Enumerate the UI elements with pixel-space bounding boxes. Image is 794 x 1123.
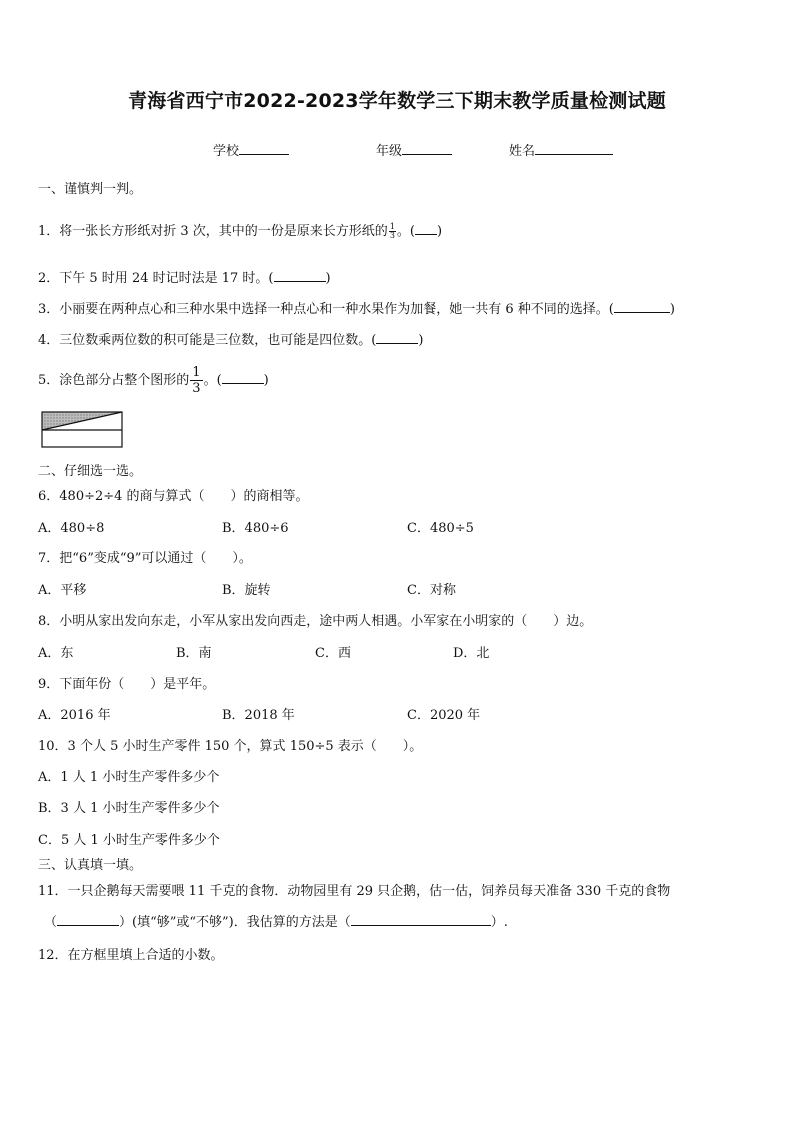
question-6: 6．480÷2÷4 的商与算式（ ）的商相等。 (38, 489, 309, 504)
option-b[interactable]: B．旋转 (222, 583, 271, 598)
option-c[interactable]: C．480÷5 (407, 521, 474, 536)
shaded-rectangle-figure (41, 411, 125, 449)
fraction: $\frac{1}{3}$ (192, 365, 201, 396)
option-c[interactable]: C．5 人 1 小时生产零件多少个 (38, 833, 220, 848)
question-text: 1．将一张长方形纸对折 3 次，其中的一份是原来长方形纸的 (38, 224, 388, 239)
answer-blank[interactable] (222, 372, 264, 384)
method-blank[interactable] (351, 914, 491, 926)
option-a[interactable]: A．480÷8 (38, 521, 105, 536)
question-text: 3．小丽要在两种点心和三种水果中选择一种点心和一种水果作为加餐，她一共有 6 种不同的选择。( (38, 302, 614, 317)
answer-blank[interactable] (614, 301, 670, 313)
section-heading: 一、谨慎判一判。 (38, 182, 143, 197)
option-a[interactable]: A．1 人 1 小时生产零件多少个 (38, 770, 220, 785)
page-title: 青海省西宁市2022-2023学年数学三下期末教学质量检测试题 (128, 90, 666, 112)
grade-blank[interactable] (402, 142, 452, 155)
answer-blank[interactable] (415, 223, 437, 235)
question-1: 1．将一张长方形纸对折 3 次，其中的一份是原来长方形纸的 $\frac{1}{3}$ 。( ) (38, 222, 443, 240)
answer-blank[interactable] (274, 270, 326, 282)
grade-field (376, 140, 452, 159)
option-b[interactable]: B．2018 年 (222, 708, 295, 723)
option-c[interactable]: C．西 (315, 646, 351, 661)
name-blank[interactable] (535, 142, 613, 155)
question-5: 5．涂色部分占整个图形的 $\frac{1}{3}$ 。( ) (38, 365, 269, 396)
question-text: 4．三位数乘两位数的积可能是三位数，也可能是四位数。( (38, 333, 377, 348)
option-b[interactable]: B．3 人 1 小时生产零件多少个 (38, 801, 220, 816)
question-2: 2．下午 5 时用 24 时记时法是 17 时。( ) (38, 271, 331, 286)
option-a[interactable]: A．平移 (38, 583, 87, 598)
option-a[interactable]: A．东 (38, 646, 74, 661)
answer-blank[interactable] (57, 914, 119, 926)
question-3: 3．小丽要在两种点心和三种水果中选择一种点心和一种水果作为加餐，她一共有 6 种不同的选择。( ) (38, 302, 675, 317)
option-d[interactable]: D．北 (453, 646, 490, 661)
name-label: 姓名 (509, 144, 536, 159)
question-8: 8．小明从家出发向东走，小军从家出发向西走，途中两人相遇。小军家在小明家的（ ）边。 (38, 614, 593, 629)
question-text: 2．下午 5 时用 24 时记时法是 17 时。( (38, 271, 274, 286)
school-label: 学校 (213, 144, 240, 159)
section-heading: 三、认真填一填。 (38, 858, 143, 873)
school-blank[interactable] (239, 142, 289, 155)
grade-label: 年级 (376, 144, 403, 159)
question-12: 12．在方框里填上合适的小数。 (38, 948, 224, 963)
question-11: 11．一只企鹅每天需要喂 11 千克的食物．动物园里有 29 只企鹅，估一估，饲养员每天准备 330 千克的食物 (38, 884, 671, 899)
option-b[interactable]: B．480÷6 (222, 521, 289, 536)
option-c[interactable]: C．对称 (407, 583, 456, 598)
question-7: 7．把“6”变成“9”可以通过（ ）。 (38, 551, 252, 566)
option-c[interactable]: C．2020 年 (407, 708, 481, 723)
answer-blank[interactable] (376, 332, 418, 344)
fraction: $\frac{1}{3}$ (389, 222, 395, 240)
section-heading: 二、仔细选一选。 (38, 464, 143, 479)
question-11-line-2: （ ）(填“够”或“不够”)．我估算的方法是（ ）. (44, 915, 508, 930)
option-a[interactable]: A．2016 年 (38, 708, 111, 723)
question-text: 5．涂色部分占整个图形的 (38, 373, 190, 388)
option-b[interactable]: B．南 (176, 646, 212, 661)
question-9: 9．下面年份（ ）是平年。 (38, 677, 216, 692)
question-4: 4．三位数乘两位数的积可能是三位数，也可能是四位数。( ) (38, 333, 424, 348)
name-field (509, 140, 613, 159)
question-10: 10．3 个人 5 小时生产零件 150 个，算式 150÷5 表示（ ）。 (38, 739, 423, 754)
school-field (213, 140, 289, 159)
